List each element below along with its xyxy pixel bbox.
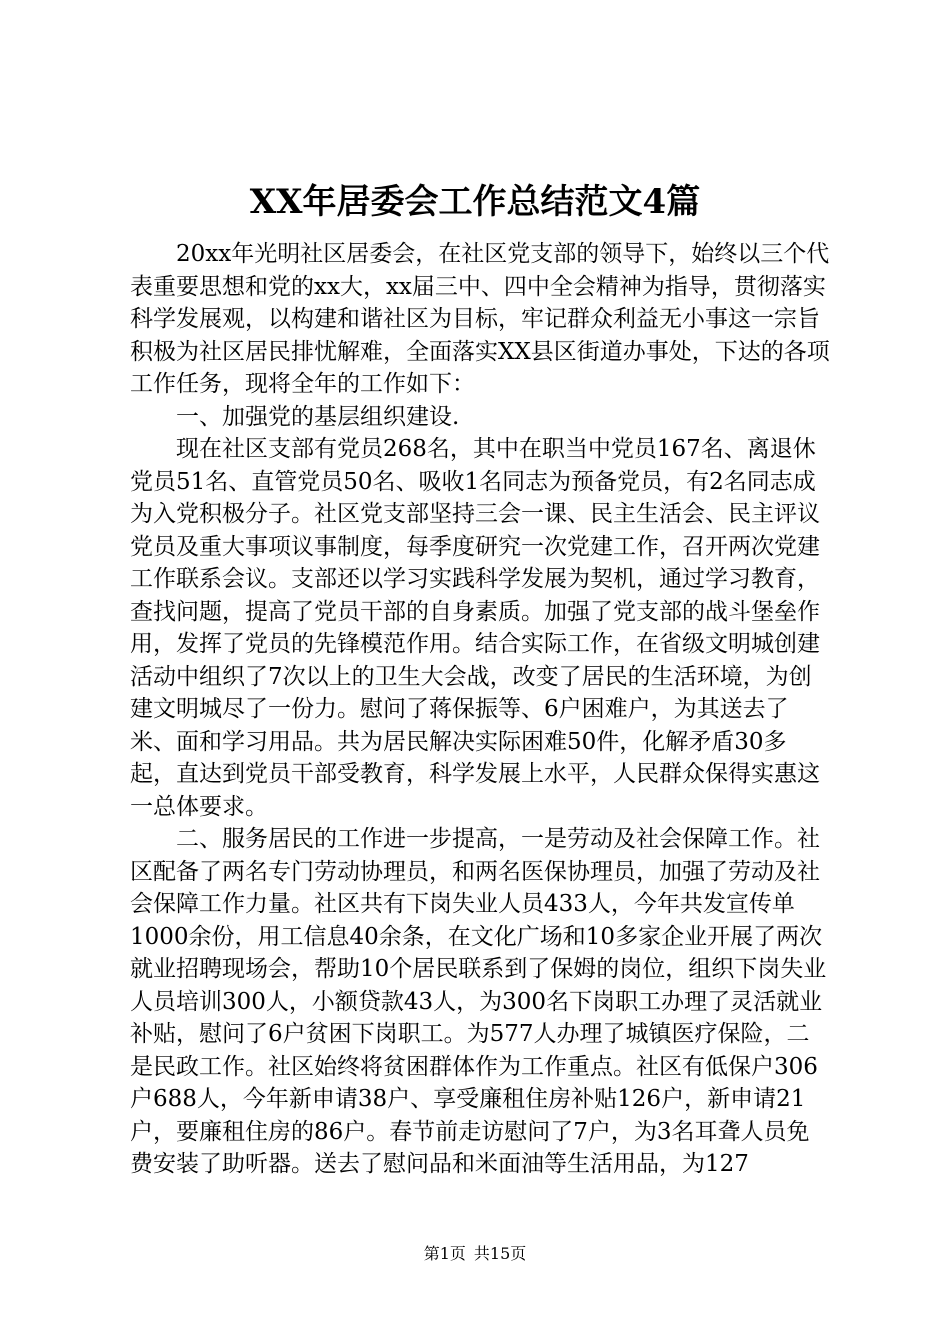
- document-title: XX年居委会工作总结范文4篇: [249, 182, 701, 222]
- document-body: [130, 238, 830, 1181]
- page-footer: [0, 1243, 950, 1265]
- paragraph-intro: 20xx年光明社区居委会，在社区党支部的领导下，始终以三个代表重要思想和党的xx大，xx届三中、四中全会精神为指导，贯彻落实科学发展观，以构建和谐社区为目标，牢记群众利益无小事这一宗旨积极为社区居民排忧解难，全面落实XX县区街道办事处，下达的各项工作任务，现将全年的工作如下：: [130, 241, 830, 397]
- paragraph-resident-services: 二、服务居民的工作进一步提高，一是劳动及社会保障工作。社区配备了两名专门劳动协理员，和两名医保协理员，加强了劳动及社会保障工作力量。社区共有下岗失业人员433人，今年共发宣传单1000余份，用工信息40余条，在文化广场和10多家企业开展了两次就业招聘现场会，帮助10个居民联系到了保姆的岗位，组织下岗失业人员培训300人，小额贷款43人，为300名下岗职工办理了灵活就业补贴，慰问了6户贫困下岗职工。为577人办理了城镇医疗保险，二是民政工作。社区始终将贫困群体作为工作重点。社区有低保户306户688人，今年新申请38户、享受廉租住房补贴126户，新申请21户，要廉租住房的86户。春节前走访慰问了7户，为3名耳聋人员免费安装了助听器。送去了慰问品和米面油等生活用品，为127: [130, 826, 827, 1177]
- page-number-current: 第1页: [423, 1244, 466, 1263]
- paragraph-party-building: 现在社区支部有党员268名，其中在职当中党员167名、离退休党员51名、直管党员50名、吸收1名同志为预备党员，有2名同志成为入党积极分子。社区党支部坚持三会一课、民主生活会、民主评议党员及重大事项议事制度，每季度研究一次党建工作，召开两次党建工作联系会议。支部还以学习实践科学发展为契机，通过学习教育，查找问题，提高了党员干部的自身素质。加强了党支部的战斗堡垒作用，发挥了党员的先锋模范作用。结合实际工作，在省级文明城创建活动中组织了7次以上的卫生大会战，改变了居民的生活环境，为创建文明城尽了一份力。慰问了蒋保振等、6户困难户，为其送去了米、面和学习用品。共为居民解决实际困难50件，化解矛盾30多起，直达到党员干部受教育，科学发展上水平，人民群众保得实惠这一总体要求。: [130, 436, 820, 820]
- section-heading-1: 一、加强党的基层组织建设.: [176, 403, 460, 430]
- page-number-total: 共15页: [473, 1244, 527, 1263]
